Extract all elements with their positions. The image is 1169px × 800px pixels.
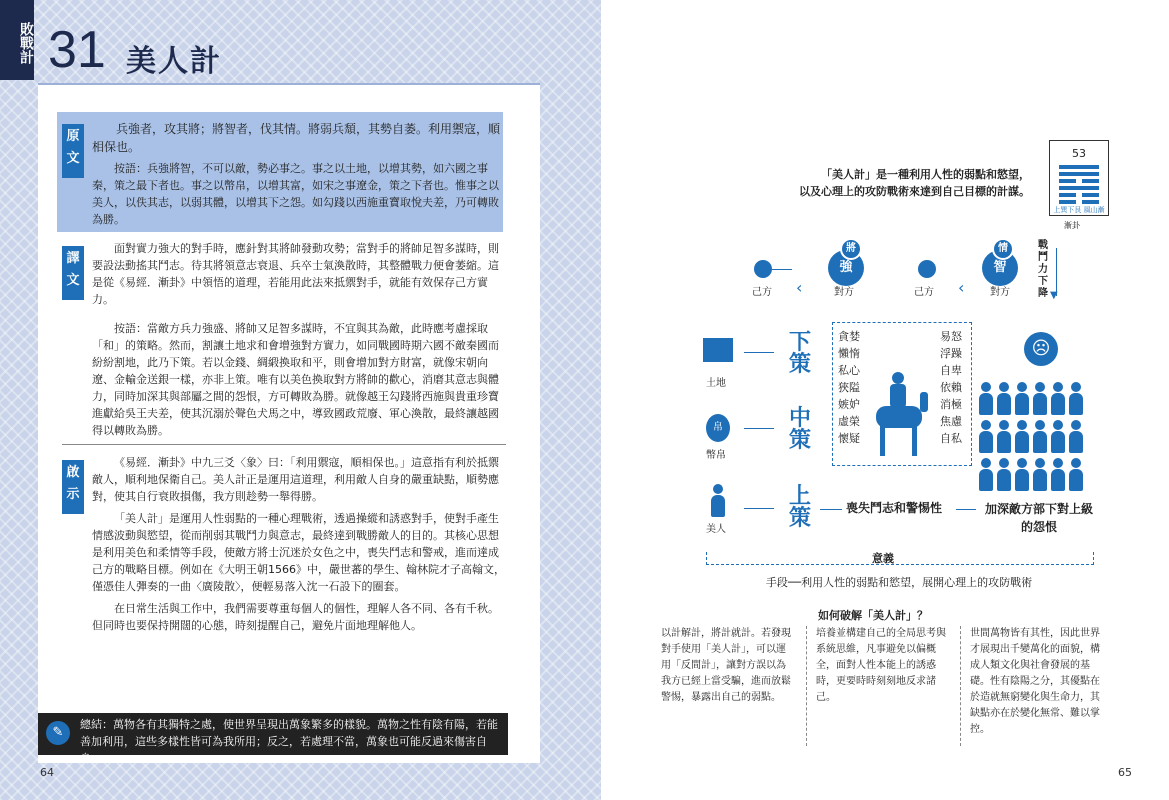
intro-line-1: 「美人計」是一種利用人性的弱點和慾望， <box>821 168 1030 181</box>
hexagram-number: 53 <box>1072 147 1086 160</box>
meaning-bracket <box>706 552 1094 565</box>
flow2-badge: 情 <box>992 238 1014 260</box>
insight-paragraph-1: 《易經．漸卦》中九三爻〈象〉曰：「利用禦寇，順相保也。」這意指有利於抵禦敵人，順利地保衛自己。美人計正是運用這道理，利用敵人自身的嚴重缺點，順勢應對，使其自行衰敗損傷，我方則趁勢一舉得勝。 <box>92 456 499 503</box>
translation-label: 譯文 <box>62 246 84 300</box>
vice-word: 私心 <box>838 364 860 377</box>
vice-word: 貪婪 <box>838 330 860 343</box>
strategy-line <box>744 508 774 509</box>
chapter-title: 美人計 <box>126 44 222 79</box>
page-number-right: 65 <box>1118 766 1132 779</box>
flow1-badge: 將 <box>840 238 862 260</box>
soldier-icon <box>1014 458 1030 492</box>
hexagram-line <box>1059 165 1099 169</box>
soldier-icon <box>1068 458 1084 492</box>
vice-word: 自私 <box>940 432 962 445</box>
flow2-result: 戰鬥力下降 <box>1038 240 1048 299</box>
chapter-number: 31 <box>48 21 106 79</box>
arrow-left-icon: ‹ <box>958 278 965 297</box>
flow1-enemy-label: 對方 <box>834 287 854 298</box>
hexagram-card <box>1049 140 1109 216</box>
soldier-icon <box>1032 458 1048 492</box>
horseman-icon <box>872 372 928 462</box>
strategy-line <box>744 428 774 429</box>
how-to-counter-title: 如何破解「美人計」？ <box>818 609 928 622</box>
soldier-icon <box>996 420 1012 454</box>
hexagram-name: 漸卦 <box>1064 221 1080 230</box>
effect-line <box>956 509 976 510</box>
vice-word: 嫉妒 <box>838 398 860 411</box>
soldier-icon <box>1032 420 1048 454</box>
strategy-high: 上策 <box>788 484 811 531</box>
vice-word: 懶惰 <box>838 347 860 360</box>
arrow-down-icon: ▼ <box>1050 290 1058 301</box>
intro-line-2: 以及心理上的攻防戰術來達到自己目標的計謀。 <box>799 185 1030 198</box>
soldier-icon <box>1050 420 1066 454</box>
section-divider <box>62 444 506 445</box>
meaning-label: 意義 <box>872 552 894 565</box>
land-icon <box>703 338 733 362</box>
vice-word: 依賴 <box>940 381 962 394</box>
original-label: 原文 <box>62 124 84 178</box>
arrow-left-icon: ‹ <box>796 278 803 297</box>
counter-column-2: 培養並構建自己的全局思考與系統思維，凡事避免以偏概全，面對人性本能上的誘惑時，更要時時刻刻地反求諸己。 <box>816 628 946 703</box>
strategy-low: 下策 <box>788 330 811 377</box>
hexagram-line <box>1059 172 1099 176</box>
summary-text: 總結：萬物各有其獨特之處，使世界呈現出萬象繁多的樣貌。萬物之性有陰有陽，若能善加利用，這些多樣性皆可為我所用；反之，若處理不當，萬象也可能反過來傷害自身。 <box>80 718 498 765</box>
vice-word: 焦慮 <box>940 415 962 428</box>
soldier-icon <box>978 420 994 454</box>
translation-note: 按語：當敵方兵力強盛、將帥又足智多謀時，不宜與其為敵，此時應考慮採取「和」的策略。然而，割讓土地求和會增強對方實力，如同戰國時期六國不敵秦國而紛紛割地，此乃下策。若以金錢、綢緞換取和平，則會增加對方財富，就像宋朝向遼、金輸金送銀一樣，亦非上策。唯有以美色換取對方將帥的歡心，消磨其意志與體力，同時加深其與部屬之間的怨恨，方可轉敗為勝。就像越王勾踐將西施與貴重珍寶進獻給吳王夫差，使其沉溺於聲色犬馬之中，導致國政荒廢、軍心渙散，最終讓越國得以轉敗為勝。 <box>92 322 499 437</box>
chapter-tab: 敗戰計 <box>0 0 34 80</box>
hexagram-caption: 上巽下艮 風山漸 <box>1053 206 1105 214</box>
effect-general: 喪失鬥志和警惕性 <box>846 501 943 515</box>
insight-paragraph-2: 「美人計」是運用人性弱點的一種心理戰術，透過操縱和誘惑對手，使對手產生情感波動與慾望，從而削弱其戰鬥力與意志，最終達到戰勝敵人的目的。其核心思想是利用美色和柔情等手段，使敵方將士沉迷於女色之中，喪失鬥志和警戒，進而達成己方的戰略目標。例如在《大明王朝1566》中，嚴世蕃的學生、翰林院才子高翰文，僅憑佳人彈奏的一曲〈廣陵散〉，便輕易落入沈一石設下的圈套。 <box>92 512 505 593</box>
flow-line <box>772 269 792 270</box>
soldier-icon <box>1014 420 1030 454</box>
counter-column-3: 世間萬物皆有其性，因此世界才展現出千變萬化的面貌，構成人類文化與社會發展的基礎。性有陰陽之分，其優點在於造就無窮變化與生命力，其缺點亦在於變化無常、難以掌控。 <box>970 628 1100 735</box>
self-dot <box>754 260 772 278</box>
down-arrow-line <box>1056 248 1057 296</box>
column-divider <box>960 626 961 746</box>
soldier-icon <box>1032 382 1048 416</box>
soldier-icon <box>996 458 1012 492</box>
original-note: 按語：兵強將智，不可以敵，勢必事之。事之以土地，以增其勢，如六國之事秦，策之最下者也。事之以幣帛，以增其富，如宋之事遼金，策之下者也。惟事之以美人，以佚其志，以弱其體，以增其下之怨。如勾踐以西施重寶取悅夫差，乃可轉敗為勝。 <box>92 162 499 226</box>
soldier-icon <box>1050 382 1066 416</box>
effect-troops: 加深敵方部下對上級的怨恨 <box>984 502 1093 534</box>
vice-word: 懷疑 <box>838 432 860 445</box>
flow1-self-label: 己方 <box>752 287 772 298</box>
strategy-line <box>744 352 774 353</box>
flow1-state: 強 <box>828 250 864 286</box>
insight-label: 啟示 <box>62 460 84 514</box>
angry-face-icon: ☹ <box>1024 332 1058 366</box>
money-bag-icon: 帛 <box>706 414 730 442</box>
flow2-self-label: 己方 <box>914 287 934 298</box>
summary-bar <box>38 713 508 765</box>
hexagram-line <box>1059 179 1099 183</box>
vice-word: 易怒 <box>940 330 962 343</box>
original-text: 兵強者，攻其將；將智者，伐其情。將弱兵頹，其勢自萎。利用禦寇，順相保也。 <box>92 122 501 154</box>
soldier-icon <box>1068 382 1084 416</box>
self-dot <box>918 260 936 278</box>
column-divider <box>806 626 807 746</box>
vice-word: 浮躁 <box>940 347 962 360</box>
strategy-icon-land: 土地 <box>706 378 726 389</box>
vice-word: 自卑 <box>940 364 962 377</box>
woman-icon <box>710 484 726 518</box>
meaning-text: 手段──利用人性的弱點和慾望，展開心理上的攻防戰術 <box>765 576 1033 589</box>
soldier-icon <box>978 382 994 416</box>
hexagram-line <box>1059 200 1099 204</box>
soldier-icon <box>978 458 994 492</box>
flow2-state: 智 <box>982 250 1018 286</box>
hexagram-line <box>1059 193 1099 197</box>
strategy-icon-money: 幣帛 <box>706 450 726 461</box>
page-number-left: 64 <box>40 766 54 779</box>
translation-text: 面對實力強大的對手時，應針對其將帥發動攻勢；當對手的將帥足智多謀時，則要設法動搖其鬥志。待其將領意志衰退、兵卒士氣渙散時，其整體戰力便會萎縮。這是從《易經．漸卦》中領悟的道理，若能用此法來抵禦對手，就能有效保存己方實力。 <box>92 242 499 306</box>
counter-column-1: 以計解計，將計就計。若發現對手使用「美人計」，可以運用「反間計」，讓對方誤以為我方已經上當受騙，進而放鬆警惕，暴露出自己的弱點。 <box>661 628 791 703</box>
hexagram-line <box>1059 186 1099 190</box>
insight-paragraph-3: 在日常生活與工作中，我們需要尊重每個人的個性，理解人各不同、各有千秋。但同時也要保持開闊的心態，時刻提醒自己，避免片面地理解他人。 <box>92 602 499 632</box>
note-icon: ✎ <box>46 721 70 745</box>
flow2-enemy-label: 對方 <box>990 287 1010 298</box>
vice-word: 狹隘 <box>838 381 860 394</box>
soldier-icon <box>1050 458 1066 492</box>
vice-word: 消極 <box>940 398 962 411</box>
vice-word: 虛榮 <box>838 415 860 428</box>
strategy-icon-beauty: 美人 <box>706 524 726 535</box>
title-rule <box>38 83 540 85</box>
strategy-mid: 中策 <box>788 406 811 453</box>
soldier-icon <box>1014 382 1030 416</box>
soldier-icon <box>1068 420 1084 454</box>
effect-line <box>820 509 842 510</box>
soldier-icon <box>996 382 1012 416</box>
